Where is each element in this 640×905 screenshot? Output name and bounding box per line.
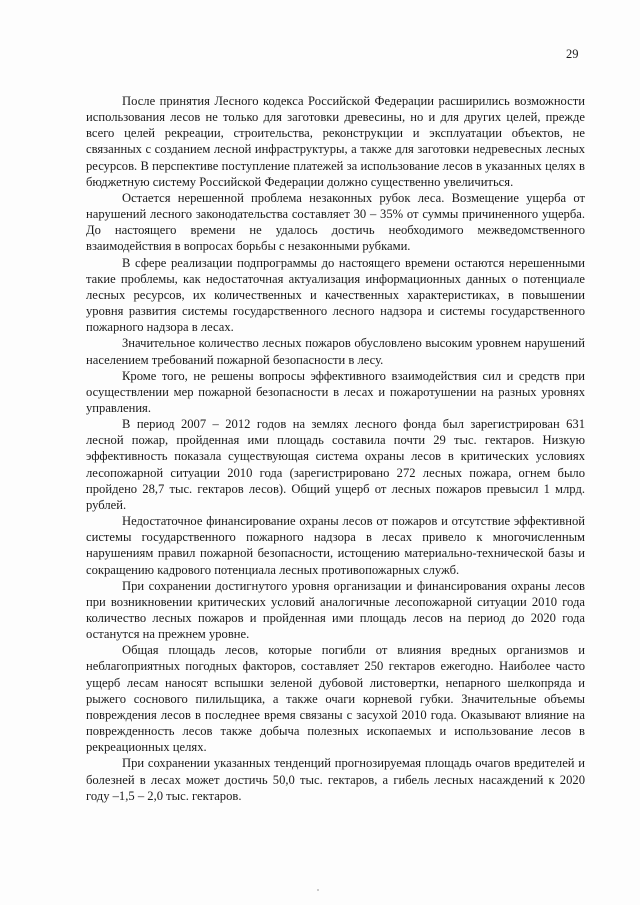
paragraph-fire-statistics: В период 2007 – 2012 годов на землях лесного фонда был зарегистрирован 631 лесной пожар, пройденная ими площадь составила почти 29 тыс. гектаров. Низкую эффективность показала существующая система охраны лесов в критических условиях лесопожарной ситуации 2010 года (зарегистрировано 272 лесных пожара, огнем было пройдено 28,7 тыс. гектаров лесов). Общий ущерб от лесных пожаров превысил 1 млрд. рублей.: [86, 417, 585, 512]
paragraph-forecast-pests: При сохранении указанных тенденций прогнозируемая площадь очагов вредителей и болезней в лесах может достичь 50,0 тыс. гектаров, а гибель лесных насаждений к 2020 году –1,5 – 2,0 тыс. гектаров.: [86, 756, 585, 803]
paragraph-subprogram-problems: В сфере реализации подпрограммы до настоящего времени остаются нерешенными такие проблемы, как недостаточная актуализация информационных данных о потенциале лесных ресурсов, их количественных и качественных характеристиках, в повышении уровня развития системы государственного лесного надзора и системы государственного пожарного надзора в лесах.: [86, 255, 585, 335]
scan-speck: [317, 889, 319, 891]
paragraph-forecast-fires: При сохранении достигнутого уровня организации и финансирования охраны лесов при возникновении критических условий аналогичные лесопожарной ситуации 2010 года количество лесных пожаров и пройденная ими площадь лесов на период до 2020 года останутся на прежнем уровне.: [86, 578, 585, 642]
paragraph-fire-violations: Значительное количество лесных пожаров обусловлено высоким уровнем нарушений населением требований пожарной безопасности в лесу.: [86, 336, 585, 367]
paragraph-insufficient-funding: Недостаточное финансирование охраны лесов от пожаров и отсутствие эффективной системы государственного пожарного надзора в лесах привело к многочисленным нарушениям правил пожарной безопасности, истощению материально-технической базы и сокращению кадрового потенциала лесных противопожарных служб.: [86, 514, 585, 577]
paragraph-forest-code: После принятия Лесного кодекса Российской Федерации расширились возможности использования лесов не только для заготовки древесины, но и для других целей, прежде всего целей рекреации, строительства, реконструкции и эксплуатации объектов, не связанных с созданием лесной инфраструктуры, а также для заготовки недревесных лесных ресурсов. В перспективе поступление платежей за использование лесов в указанных целях в бюджетную систему Российской Федерации должно существенно увеличиться.: [86, 94, 585, 189]
paragraph-interaction: Кроме того, не решены вопросы эффективного взаимодействия сил и средств при осуществлении мер пожарной безопасности в лесах и пожаротушении на разных уровнях управления.: [86, 368, 585, 415]
paragraph-illegal-logging: Остается нерешенной проблема незаконных рубок леса. Возмещение ущерба от нарушений лесного законодательства составляет 30 – 35% от суммы причиненного ущерба. До настоящего времени не удалось достичь необходимого межведомственного взаимодействия в вопросах борьбы с незаконными рубками.: [86, 190, 585, 254]
page-number: 29: [566, 47, 579, 61]
document-body: [86, 93, 585, 804]
paragraph-pests-damage: Общая площадь лесов, которые погибли от влияния вредных организмов и неблагоприятных погодных факторов, составляет 250 гектаров ежегодно. Наиболее часто ущерб лесам наносят вспышки зеленой дубовой листовертки, непарного шелкопряда и рыжего соснового пилильщика, а также очаги корневой губки. Значительные объемы повреждения лесов в последнее время связаны с засухой 2010 года. Оказывают влияние на поврежденность лесов также добыча полезных ископаемых и использование лесов в рекреационных целях.: [86, 643, 585, 755]
